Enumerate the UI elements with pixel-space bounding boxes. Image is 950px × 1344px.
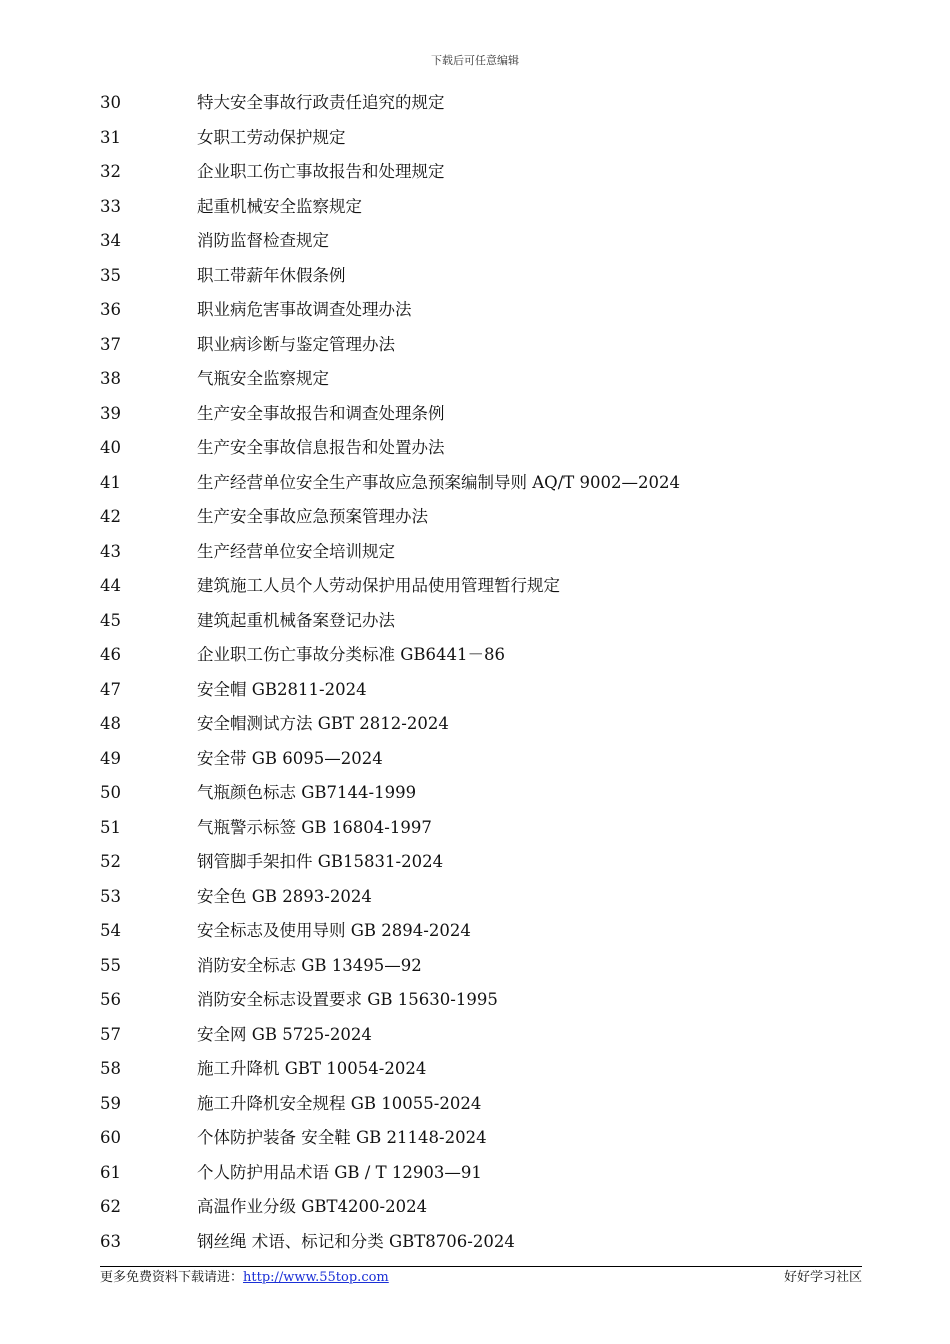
item-number: 59: [100, 1093, 121, 1113]
item-title: 特大安全事故行政责任追究的规定: [197, 93, 445, 112]
item-title: 钢丝绳 术语、标记和分类 GBT8706-2024: [197, 1231, 515, 1251]
item-title: 气瓶安全监察规定: [197, 369, 329, 388]
item-number: 38: [100, 369, 121, 388]
item-number: 48: [100, 714, 121, 733]
list-item: [0, 328, 950, 363]
list-item: [0, 259, 950, 294]
item-title: 生产安全事故应急预案管理办法: [197, 507, 428, 526]
item-title: 女职工劳动保护规定: [197, 127, 346, 147]
item-number: 35: [100, 265, 121, 285]
list-item: [0, 1225, 950, 1260]
item-number: 33: [100, 196, 121, 216]
item-title: 职业病危害事故调查处理办法: [197, 300, 412, 319]
list-item: [0, 466, 950, 501]
item-title: 安全标志及使用导则 GB 2894-2024: [197, 921, 471, 940]
list-item: [0, 604, 950, 639]
list-item: [0, 155, 950, 190]
item-number: 50: [100, 783, 121, 802]
list-item: [0, 569, 950, 604]
item-title: 企业职工伤亡事故报告和处理规定: [197, 162, 445, 181]
item-number: 53: [100, 886, 121, 906]
item-number: 63: [100, 1231, 121, 1251]
item-title: 高温作业分级 GBT4200-2024: [197, 1197, 428, 1216]
item-number: 32: [100, 162, 121, 181]
item-number: 30: [100, 93, 121, 112]
list-item: [0, 293, 950, 328]
item-number: 54: [100, 921, 121, 940]
item-title: 钢管脚手架扣件 GB15831-2024: [197, 852, 444, 871]
list-item: [0, 224, 950, 259]
regulation-list: [0, 86, 950, 1259]
page-header: 下载后可任意编辑: [431, 54, 519, 67]
item-title: 消防监督检查规定: [197, 231, 329, 250]
list-item: [0, 431, 950, 466]
list-item: [0, 1052, 950, 1087]
item-title: 生产经营单位安全生产事故应急预案编制导则 AQ/T 9002—2024: [197, 472, 680, 492]
item-number: 62: [100, 1197, 121, 1216]
list-item: [0, 880, 950, 915]
item-title: 职业病诊断与鉴定管理办法: [197, 334, 395, 354]
item-title: 消防安全标志 GB 13495—92: [197, 955, 422, 975]
item-number: 60: [100, 1128, 121, 1147]
item-title: 消防安全标志设置要求 GB 15630-1995: [197, 990, 498, 1009]
item-number: 61: [100, 1162, 121, 1182]
item-title: 个人防护用品术语 GB / T 12903—91: [197, 1162, 482, 1182]
item-title: 安全带 GB 6095—2024: [197, 748, 383, 768]
item-title: 个体防护装备 安全鞋 GB 21148-2024: [197, 1128, 487, 1147]
list-item: [0, 121, 950, 156]
footer-divider: [100, 1266, 862, 1267]
item-number: 43: [100, 541, 121, 561]
list-item: [0, 500, 950, 535]
list-item: [0, 776, 950, 811]
list-item: [0, 397, 950, 432]
footer-left-text: 更多免费资料下载请进：: [100, 1270, 244, 1285]
list-item: [0, 1121, 950, 1156]
item-title: 生产安全事故报告和调查处理条例: [197, 403, 445, 423]
list-item: [0, 949, 950, 984]
list-item: [0, 190, 950, 225]
item-title: 气瓶警示标签 GB 16804-1997: [197, 817, 432, 837]
list-item: [0, 673, 950, 708]
item-number: 57: [100, 1024, 121, 1044]
item-title: 气瓶颜色标志 GB7144-1999: [197, 783, 417, 802]
item-title: 生产经营单位安全培训规定: [197, 541, 395, 561]
list-item: [0, 1018, 950, 1053]
item-number: 44: [100, 576, 121, 595]
list-item: [0, 1087, 950, 1122]
item-title: 安全色 GB 2893-2024: [197, 886, 372, 906]
item-title: 职工带薪年休假条例: [197, 265, 346, 285]
list-item: [0, 811, 950, 846]
item-number: 41: [100, 472, 121, 492]
item-number: 56: [100, 990, 121, 1009]
list-item: [0, 1156, 950, 1191]
item-title: 施工升降机 GBT 10054-2024: [197, 1059, 427, 1078]
item-title: 企业职工伤亡事故分类标准 GB6441－86: [197, 645, 506, 664]
item-title: 生产安全事故信息报告和处置办法: [197, 438, 445, 457]
list-item: [0, 983, 950, 1018]
item-title: 建筑施工人员个人劳动保护用品使用管理暂行规定: [197, 576, 560, 595]
list-item: [0, 86, 950, 121]
item-number: 45: [100, 610, 121, 630]
item-number: 46: [100, 645, 121, 664]
item-number: 31: [100, 127, 121, 147]
page-footer: [100, 1269, 862, 1287]
footer-link[interactable]: http://www.55top.com: [243, 1270, 389, 1285]
item-number: 58: [100, 1059, 121, 1078]
list-item: [0, 638, 950, 673]
list-item: [0, 742, 950, 777]
item-title: 施工升降机安全规程 GB 10055-2024: [197, 1093, 482, 1113]
item-number: 52: [100, 852, 121, 871]
item-number: 55: [100, 955, 121, 975]
item-number: 49: [100, 748, 121, 768]
item-title: 安全网 GB 5725-2024: [197, 1024, 372, 1044]
item-number: 39: [100, 403, 121, 423]
list-item: [0, 914, 950, 949]
list-item: [0, 1190, 950, 1225]
list-item: [0, 845, 950, 880]
item-title: 建筑起重机械备案登记办法: [197, 610, 395, 630]
item-number: 51: [100, 817, 121, 837]
item-number: 36: [100, 300, 121, 319]
item-number: 37: [100, 334, 121, 354]
footer-right-text: 好好学习社区: [783, 1270, 862, 1285]
item-number: 47: [100, 679, 121, 699]
item-title: 起重机械安全监察规定: [197, 196, 362, 216]
item-number: 34: [100, 231, 121, 250]
item-number: 40: [100, 438, 121, 457]
item-title: 安全帽测试方法 GBT 2812-2024: [197, 714, 449, 733]
item-title: 安全帽 GB2811-2024: [197, 679, 367, 699]
list-item: [0, 535, 950, 570]
item-number: 42: [100, 507, 121, 526]
list-item: [0, 707, 950, 742]
footer-left: [100, 1269, 389, 1287]
list-item: [0, 362, 950, 397]
